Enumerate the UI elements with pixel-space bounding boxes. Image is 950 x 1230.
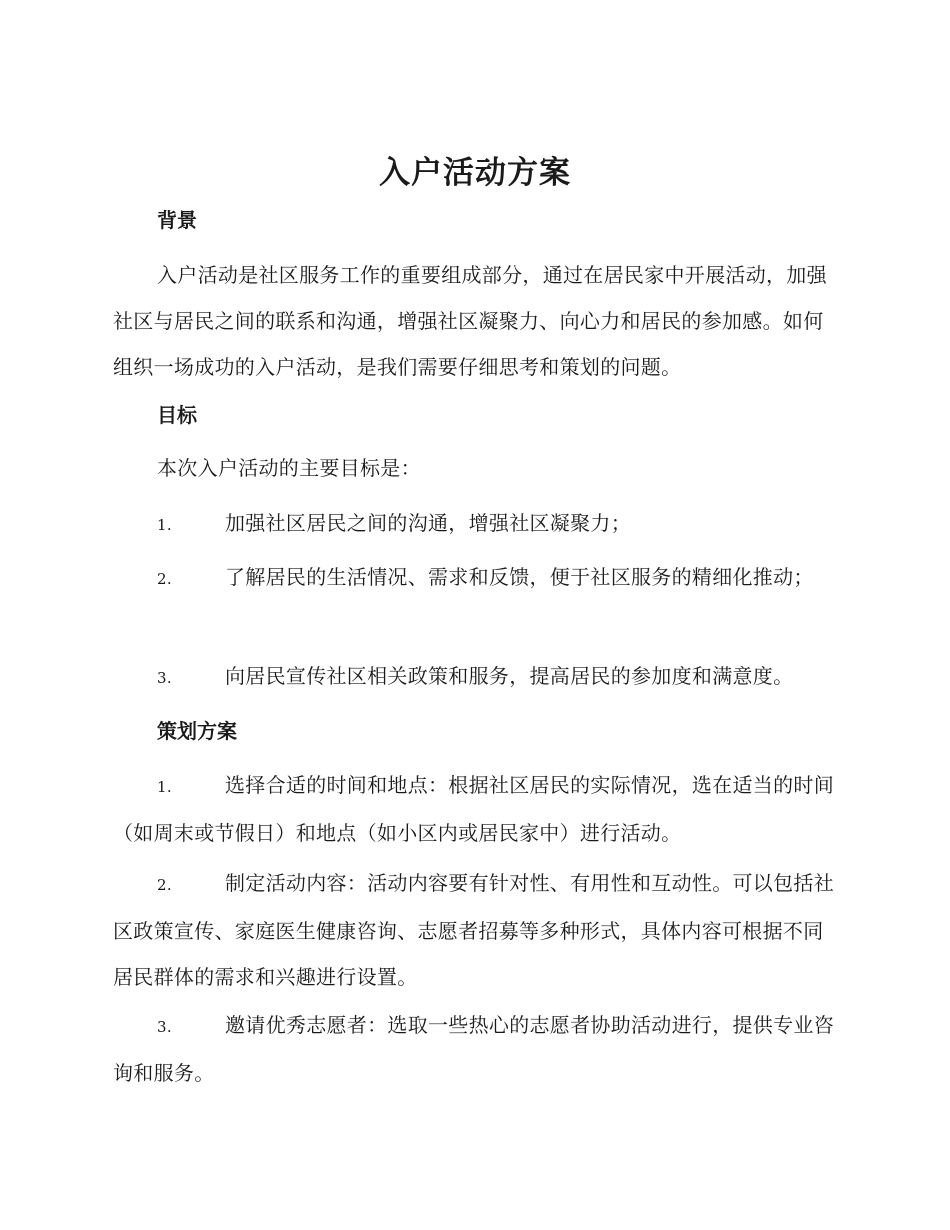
list-text: 制定活动内容：活动内容要有针对性、有用性和互动性。可以包括社区政策宣传、家庭医生健康咨询、志愿者招募等多种形式，具体内容可根据不同居民群体的需求和兴趣进行设置。 — [113, 871, 834, 989]
background-paragraph: 入户活动是社区服务工作的重要组成部分，通过在居民家中开展活动，加强社区与居民之间的联系和沟通，增强社区凝聚力、向心力和居民的参加感。如何组织一场成功的入户活动，是我们需要仔细思考和策划的问题。 — [113, 263, 827, 379]
list-text: 向居民宣传社区相关政策和服务，提高居民的参加度和满意度。 — [225, 664, 794, 688]
plan-item — [113, 1002, 835, 1096]
list-text: 邀请优秀志愿者：选取一些热心的志愿者协助活动进行，提供专业咨询和服务。 — [113, 1013, 834, 1085]
list-text: 选择合适的时间和地点：根据社区居民的实际情况，选在适当的时间（如周末或节假日）和地点（如小区内或居民家中）进行活动。 — [113, 773, 834, 845]
heading-goals: 目标 — [157, 403, 197, 427]
list-number: 1. — [157, 516, 172, 534]
document-title: 入户活动方案 — [379, 155, 571, 191]
heading-plan: 策划方案 — [157, 719, 237, 743]
goals-intro: 本次入户活动的主要目标是： — [157, 456, 421, 480]
plan-item — [113, 762, 835, 856]
list-number: 3. — [157, 669, 172, 687]
goal-item — [113, 554, 835, 602]
list-number: 2. — [157, 876, 172, 894]
list-number: 2. — [157, 570, 172, 588]
heading-background: 背景 — [157, 208, 197, 232]
plan-item — [113, 860, 835, 1000]
list-text: 了解居民的生活情况、需求和反馈，便于社区服务的精细化推动； — [225, 565, 814, 589]
goal-item — [113, 653, 835, 701]
goal-item — [113, 500, 835, 548]
list-number: 1. — [157, 778, 172, 796]
list-number: 3. — [157, 1018, 172, 1036]
list-text: 加强社区居民之间的沟通，增强社区凝聚力； — [225, 511, 631, 535]
